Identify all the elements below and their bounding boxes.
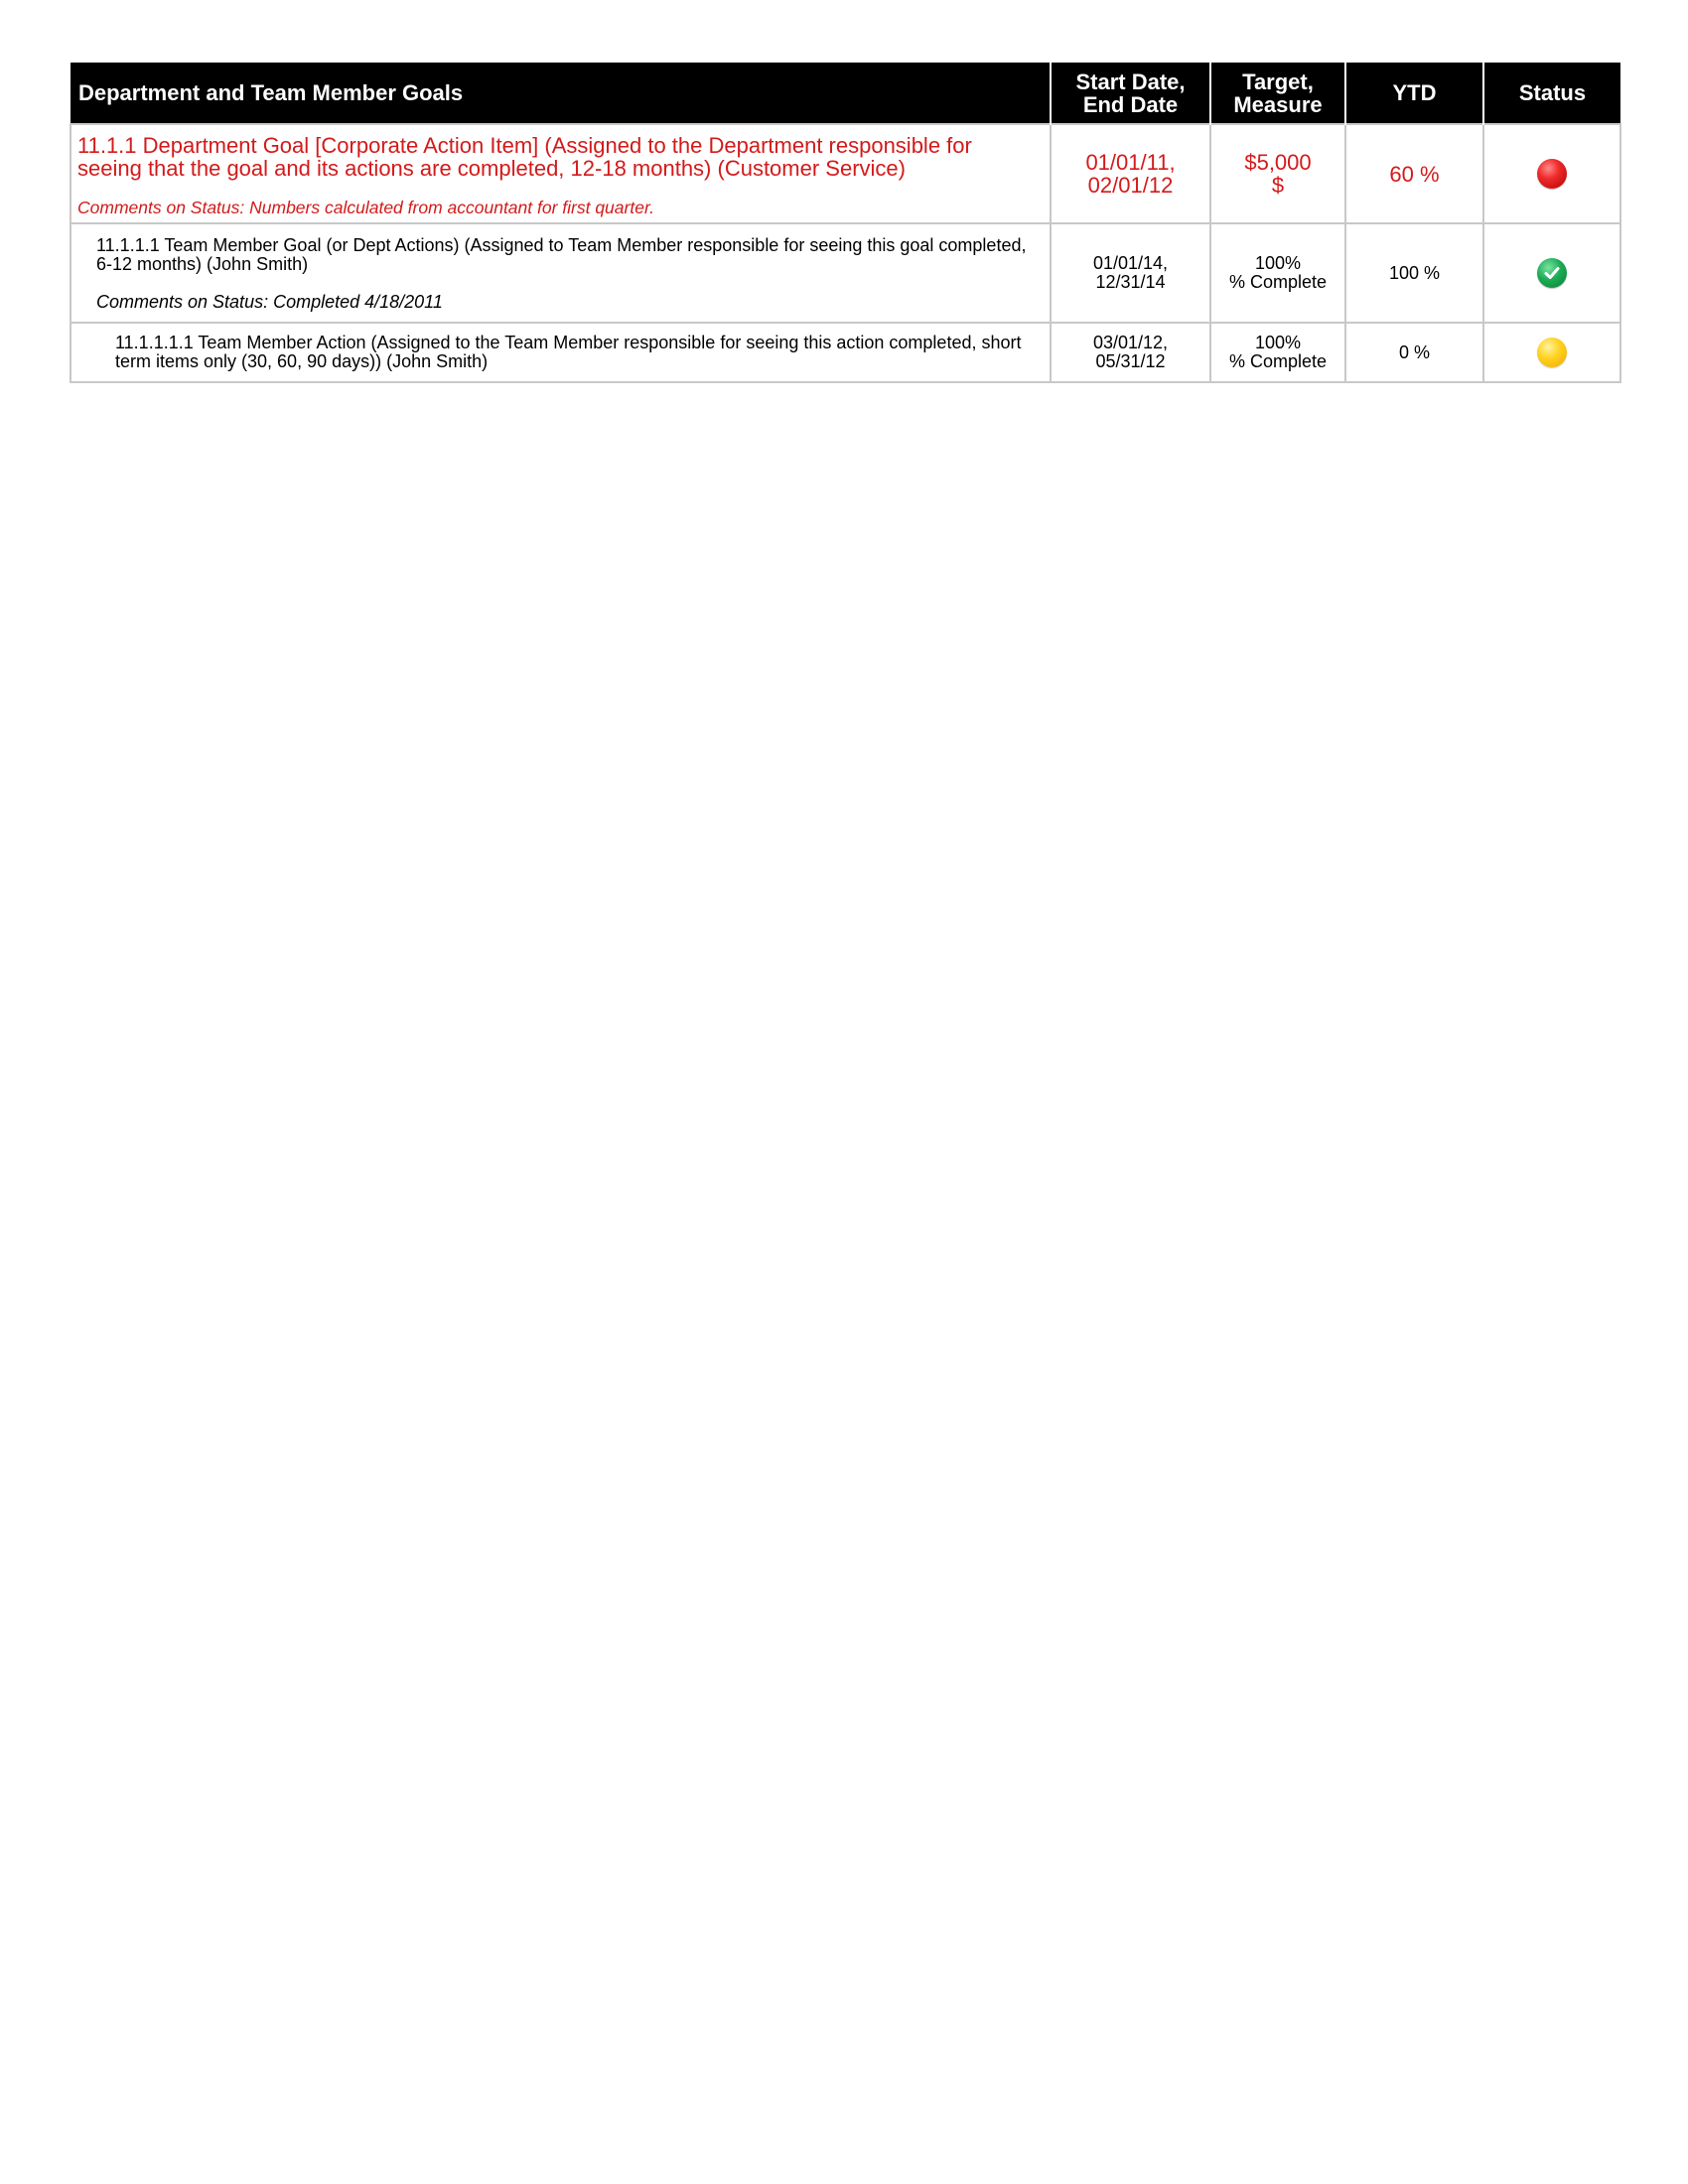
end-date: 05/31/12 <box>1095 351 1166 371</box>
status-cell <box>1483 124 1620 223</box>
measure-unit: $ <box>1271 173 1285 198</box>
table-row-department-goal <box>70 124 1620 223</box>
dates-cell <box>1051 223 1210 323</box>
status-comment: Comments on Status: Completed 4/18/2011 <box>96 292 443 312</box>
table-row-team-member-action <box>70 323 1620 382</box>
table-header-row <box>70 63 1620 124</box>
target-value: 100% <box>1254 253 1302 273</box>
status-comment: Comments on Status: Numbers calculated from accountant for first quarter. <box>77 198 654 217</box>
red-circle-icon <box>1537 159 1567 189</box>
ytd-value: 100 % <box>1345 223 1483 323</box>
yellow-circle-icon <box>1537 338 1567 367</box>
goal-description-cell <box>70 124 1051 223</box>
start-date: 01/01/14, <box>1092 253 1169 273</box>
goal-description: 11.1.1.1 Team Member Goal (or Dept Actions) (Assigned to Team Member responsible for seeing this goal completed, 6-12 months) (John Smith) <box>96 235 1027 274</box>
dates-cell <box>1051 323 1210 382</box>
header-target-line1: Target, <box>1242 68 1314 94</box>
end-date: 02/01/12 <box>1087 173 1174 198</box>
start-date: 01/01/11, <box>1085 150 1176 175</box>
ytd-value: 60 % <box>1345 124 1483 223</box>
goals-table <box>70 63 1621 383</box>
target-value: 100% <box>1254 333 1302 352</box>
target-cell <box>1210 223 1345 323</box>
measure-unit: % Complete <box>1228 272 1328 292</box>
status-cell <box>1483 223 1620 323</box>
header-target <box>1210 63 1345 124</box>
status-cell <box>1483 323 1620 382</box>
target-value: $5,000 <box>1244 150 1312 175</box>
goal-description: 11.1.1 Department Goal [Corporate Action Item] (Assigned to the Department responsible for seeing that the goal and its actions are completed, 12-18 months) (Customer Service) <box>77 133 972 181</box>
target-cell <box>1210 124 1345 223</box>
header-target-line2: Measure <box>1233 91 1323 117</box>
table-row-team-member-goal <box>70 223 1620 323</box>
goal-description-cell <box>70 323 1051 382</box>
header-dates-line1: Start Date, <box>1075 68 1186 94</box>
end-date: 12/31/14 <box>1095 272 1166 292</box>
target-cell <box>1210 323 1345 382</box>
ytd-value: 0 % <box>1345 323 1483 382</box>
header-status: Status <box>1483 63 1620 124</box>
start-date: 03/01/12, <box>1092 333 1169 352</box>
measure-unit: % Complete <box>1228 351 1328 371</box>
header-ytd: YTD <box>1345 63 1483 124</box>
header-goals: Department and Team Member Goals <box>70 63 1051 124</box>
goal-description: 11.1.1.1.1 Team Member Action (Assigned to the Team Member responsible for seeing this action completed, short term items only (30, 60, 90 days)) (John Smith) <box>115 333 1022 371</box>
goal-description-cell <box>70 223 1051 323</box>
dates-cell <box>1051 124 1210 223</box>
header-dates-line2: End Date <box>1082 91 1179 117</box>
green-check-icon <box>1537 258 1567 288</box>
header-dates <box>1051 63 1210 124</box>
